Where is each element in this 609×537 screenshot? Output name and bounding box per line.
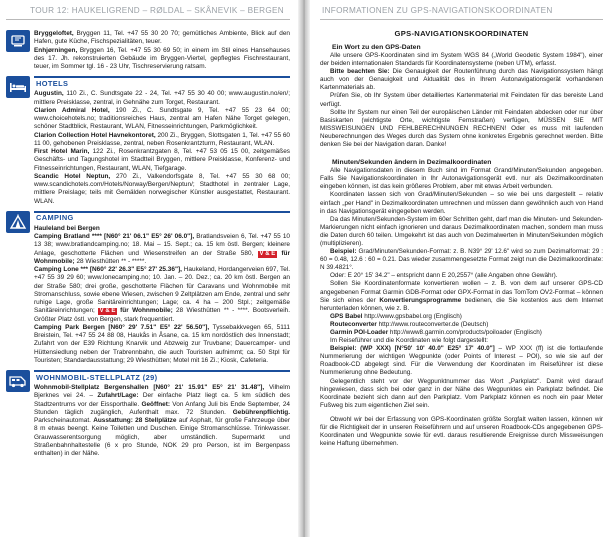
gps-paragraph: Gelegentlich steht vor der Wegpunktnummer das Wort „Parkplatz". Damit wird darauf hingewiesen, dass sich bei oder ganz in der Nähe des Wegpunktes ein Parkplatz befindet. Die Koordinate bezieht sich dann auf den Parkplatz. Vom Parkplatz können es noch ein paar Meter Fußweg bis zum eigentlichen Ziel sein. <box>320 377 603 409</box>
gps-paragraph: Prüfen Sie, ob Ihr System über detailliertes Kartenmaterial mit Feindaten für das bereiste Land verfügt. <box>320 92 603 108</box>
camping-entry-bratland: Camping Bratland **** [N60° 21' 06.1" E5° 26' 06.0"], Bratlandsveien 6, Tel. +47 55 10 13 38; www.bratlandcamping.no; 18. Mai – 15. Sept.; ca. 15 km östl. Bergen; kleinere Anlage, geschotterte Flächen und Wiesenstreifen an der Straße 580, V & E für Wohnmobile; 28 Wiesthütten ** - *****. <box>34 233 290 265</box>
hotels-title: HOTELS <box>36 78 69 88</box>
left-page <box>0 0 298 537</box>
gps-page-title: GPS-NAVIGATIONSKOORDINATEN <box>394 29 529 38</box>
gps-paragraph: Koordinaten lassen sich von Grad/Minuten/Sekunden – so wie bei uns dargestellt – relativ einfach „per Hand" in Dezimalkoordinaten umrechnen und müssen dann gewöhnlich auch von Hand in das Navigationsgerät eingegeben werden. <box>320 191 603 215</box>
wohnmobil-section <box>6 370 290 458</box>
left-head-rule <box>6 19 290 20</box>
gps-paragraph: Im Reiseführer und die Koordinaten wie folgt dargestellt: <box>330 337 488 345</box>
gps-text-block-1 <box>320 52 603 149</box>
camping-title: CAMPING <box>36 213 74 223</box>
hotels-section <box>6 76 290 206</box>
gps-link-gpsbabel: GPS Babel http://www.gpsbabel.org (Englisch) <box>330 312 462 320</box>
left-running-head: TOUR 12: HAUKELIGREND – RØLDAL – SKÅNEVIK – BERGEN <box>30 6 284 15</box>
wohnmobil-header-band <box>34 370 290 382</box>
gps-paragraph: Alle Navigationsdaten in diesem Buch sind im Format Grand/Minuten/Sekunden angegeben. Falls Sie Navigationskoordinaten in Ihr Autonavigationsgerät evtl. nur als Dezimalkoordinaten eingeben können, ist das kein größeres Problem, aber mit etwas Arbeit verbunden. <box>320 167 603 191</box>
tent-icon <box>6 211 30 233</box>
gps-paragraph: Sollte Ihr System nur einen Teil der europäischen Länder mit Feindaten abdecken oder nur über Basiskarten (wichtigste Orte, wichtigste Fernstraßen) verfügen, MÜSSEN SIE MIT MISSWEISUNGEN UND FEHLBERECHNUNGEN RECHNEN! Oder es muss mit laufenden Neuberechnungen des Weges durch das System ohne konkretes Ergebnis gerechnet werden. Bitte denken Sie bei der Navigation daran. Danke! <box>320 108 603 149</box>
gps-paragraph: Da das Minuten/Sekunden-System im 60er Schritten geht, darf man die Minuten- und Sekunden-Markierungen nicht einfach ignorieren und daraus Dezimalkoordinaten machen, sondern man muss die Daten durch 60 teilen. Umgekehrt ist das auch von Dezimalwerten in Minuten/Sekunden möglich (multiplizieren). <box>320 215 603 247</box>
hotel-entry: Clarion Collection Hotel Havnekontoret, 200 Zi., Bryggen, Slottsgaten 1, Tel. +47 55 60 11 00, gehobenen Preisklasse, zentral, neben Rosenkrantzturm, Restaurant, WLAN. <box>34 131 290 147</box>
gps-paragraph: Oder: E 20° 15' 34.2" – entspricht dann E 20,2557° (alle Angaben ohne Gewähr). <box>330 272 558 280</box>
restaurant-entry-bryggeloftet: Bryggeloftet, Bryggen 11, Tel. +47 55 30 20 70; gemütliches Ambiente, Blick auf den Hafen, gute Küche, Fischspezialitäten, teuer. <box>34 30 290 46</box>
camping-location-heading: Hauleland bei Bergen <box>34 224 100 232</box>
campervan-icon <box>6 370 30 392</box>
hotel-entry: Augustin, 110 Zi., C. Sundtsgate 22 - 24, Tel. +47 55 30 40 00; www.augustin.no/en/; mittlere Preisklasse, zentral, in Gehnähe zum Torget, Restaurant. <box>34 90 290 106</box>
gps-link-garmin-poi-loader: Garmin POI-Loader http://www8.garmin.com/products/poiloader (Englisch) <box>330 329 542 336</box>
page-gutter <box>298 0 310 537</box>
gps-subheading-data: Ein Wort zu den GPS-Daten <box>332 44 421 51</box>
hotel-entry: Clarion Admiral Hotel, 190 Zi., C. Sundtsgate 9, Tel. +47 55 23 64 00; www.choicehotels.no; traditionsreiches Haus, zentral am Hafen Nähe Torget gelegen, schöner Stadtblick, Restaurant, WLAN, Fitnesseinrichtungen, Parkmöglichkeit. <box>34 106 290 131</box>
right-head-rule <box>320 19 603 20</box>
gps-paragraph: Obwohl wir bei der Erfassung von GPS-Koordinaten größte Sorgfalt walten lassen, können wir für die Richtigkeit der in unseren Reiseführern und auf unseren Roadbook-CDs angegebenen GPS-Koordinaten und Wegpunkte sowie für evtl. daraus resultierende Ereignisse durch Missweisungen keine Haftung übernehmen. <box>320 415 603 448</box>
hotels-header-band <box>34 76 290 88</box>
wohnmobil-entry: Wohnmobil-Stellplatz Bergenshallen [N60° 21' 15.91" E5° 21' 31.48"], Vilhelm Bjerknes vei 24. – Zufahrt/Lage: Der einfache Platz liegt ca. 5 km südlich des Stadtzentrums vor der Eissporthalle. Geöffnet: Von Anfang Juli bis Ende September, 24 Stunden täglich zugänglich, Aufenthalt max. 72 Stunden. Gebührenpflichtig. Parkscheinautomat. Ausstattung: 28 Stellplätze auf Asphalt, für große Fahrzeuge über 8 m etwas beengt. Keine Toiletten und Duschen. Einige Stromanschlüsse. Trinkwasser. Grauwasserentsorgung möglich, aber umständlich. Supermarkt und Straßenbahnhaltestelle (6 x pro Stunde, NOK 29 pro Person, ist im Bergenpass enthalten) in der Nähe. <box>34 384 291 457</box>
restaurant-icon <box>6 30 30 52</box>
camping-section <box>6 211 290 365</box>
gps-paragraph: Bitte beachten Sie: Die Genauigkeit der Routenführung durch das Navigationssystem hängt auch von der Genauigkeit und Aktualität des in Ihrem Autonavigationsgerät vorhandenen Kartenmaterials ab. <box>320 68 604 92</box>
wohnmobil-title: WOHNMOBIL-STELLPLATZ (29) <box>36 372 158 382</box>
gps-subheading-conversion: Minuten/Sekunden ändern in Dezimalkoordinaten <box>332 159 492 167</box>
gps-paragraph: Beispiel: Grad/Minuten/Sekunden-Format: z. B. N39° 29' 12.6" wird so zum Dezimalformat: 29 : 60 = 0.48, 12.6 : 60 = 0.21. Das wieder zusammengesetzte Format zeigt nun die Dezimalkoordinate: N 39.4821°. <box>320 248 603 272</box>
gps-paragraph: Sollen Sie Koordinatenformate konvertieren wollen – z. B. von dem auf unserer GPS-CD angegebenen Format Garmin GDB-Format oder GPX-Format in das TomTom OV2-Format – können Sie sich eines der Konvertierungsprogramme bedienen, die Sie kostenlos aus dem Internet herunterladen können, wie z. B. <box>320 280 603 312</box>
camping-entry-lone: Camping Lone *** [N60° 22' 26.3" E5° 27' 25.36"], Haukeland, Hordangerveien 697, Tel. +47 55 39 29 60; www.lonecamping.no; 10. Jan. – 20. Dez.; ca. 20 km östl. Bergen an der Straße 580; drei große, geschotterte Flächen für Caravans und Wohnmobile mit Stromanschluss, sowie ebene Wiesen, zwischen 9 Zeltplätzen am Ende, zentral und sehr ruhige Lage, große Sanitäreinrichtungen; Lage; ca. 4 ha – 200 Stpl.; zeitgemäße Sanitäreinrichtungen; V & E für Wohnmobile; 28 Wiesthütten ** - ****. Bootsverleih. Größter Platz östl. von Bergen, stark frequentiert. <box>34 266 290 323</box>
camping-header-band <box>34 211 290 223</box>
gps-text-block-2 <box>320 167 603 448</box>
hotel-entry: First Hotel Marin, 122 Zi., Rosenkrantzgaten 8, Tel. +47 53 05 15 00, zeitgemäßes Geschäfts- und Tagungshotel im Stadtteil Bryggen, mittlere Preisklasse, Konferenz- und Fitnesseinrichtungen, Restaurant, WLAN, Tiefgarage. <box>34 148 290 172</box>
restaurant-section <box>6 28 290 71</box>
right-running-head: INFORMATIONEN ZU GPS-NAVIGATIONSKOORDINATEN <box>322 6 553 15</box>
right-page <box>310 0 609 537</box>
gps-paragraph: Beispiel: (WP XXX) [N°50' 10' 40.0" E25° 17' 40.0"] – WP XXX (ff) ist die fortlaufende Nummerierung der wichtigen Wegpunkte (oder Points of Interest – POI), so wie sie auf der Roadbook-CD abgelegt sind. Für die Verwendung der Koordinaten im Reiseführer ist diese Nummerierung ohne Bedeutung. <box>320 345 603 377</box>
v-e-badge: V & E <box>99 308 116 315</box>
gps-paragraph: Alle unsere GPS-Koordinaten sind im System WGS 84 („World Geodetic System 1984"), einer der beiden internationalen Standards für Koordinatensysteme (neben UTM), erfasst. <box>320 52 603 68</box>
restaurant-entry-enhjorningen: Enhjørningen, Bryggen 16, Tel. +47 55 30 69 50; in einem im Stil eines Hansehauses des 17. Jh. rekonstruierten Gebäude im Bryggen-Viertel, gepflegtes Fischrestaurant, teuer, im Sommer tgl. 16 - 23 Uhr, Tischreservierung ratsam. <box>34 46 290 70</box>
camping-entry-park-bergen: Camping Park Bergen [N60° 29' 7.51" E5° 22' 56.50"], Tyssebakkvegen 65, 5111 Breistein, Tel. +47 55 24 88 08, Haukås in Åsane, ca. 15 km nordöstlich des Innenstadt; Zufahrt von der E39 Richtung Knarvik und Abzweig zur Truvbane; Dauercamper- und Hüttensiedlung neben der Trabrennbahn, die auch Touristen aufnimmt; ca. 50 Stpl für Touristen; Standardausstattung; 29 Wiesthütten; Motel mit 16 Zi.; Kiosk, Cafeteria. <box>34 323 290 364</box>
hotel-bed-icon <box>6 76 30 98</box>
gps-link-routeconverter: Routeconverter http://www.routeconverter.de (Deutsch) <box>330 320 489 328</box>
hotel-entry: Scandic Hotel Neptun, 270 Zi., Valkendorfsgate 8, Tel. +47 55 30 68 00; www.scandichotels.com/Hotels/Norway/Bergen/Neptun/; Stadthotel in zentraler Lage, mittlere Preislage; teils mit Gemälden norwegischer Künstler ausgestattet, Restaurant. WLAN. <box>34 172 290 205</box>
v-e-badge: V & E <box>259 250 276 257</box>
